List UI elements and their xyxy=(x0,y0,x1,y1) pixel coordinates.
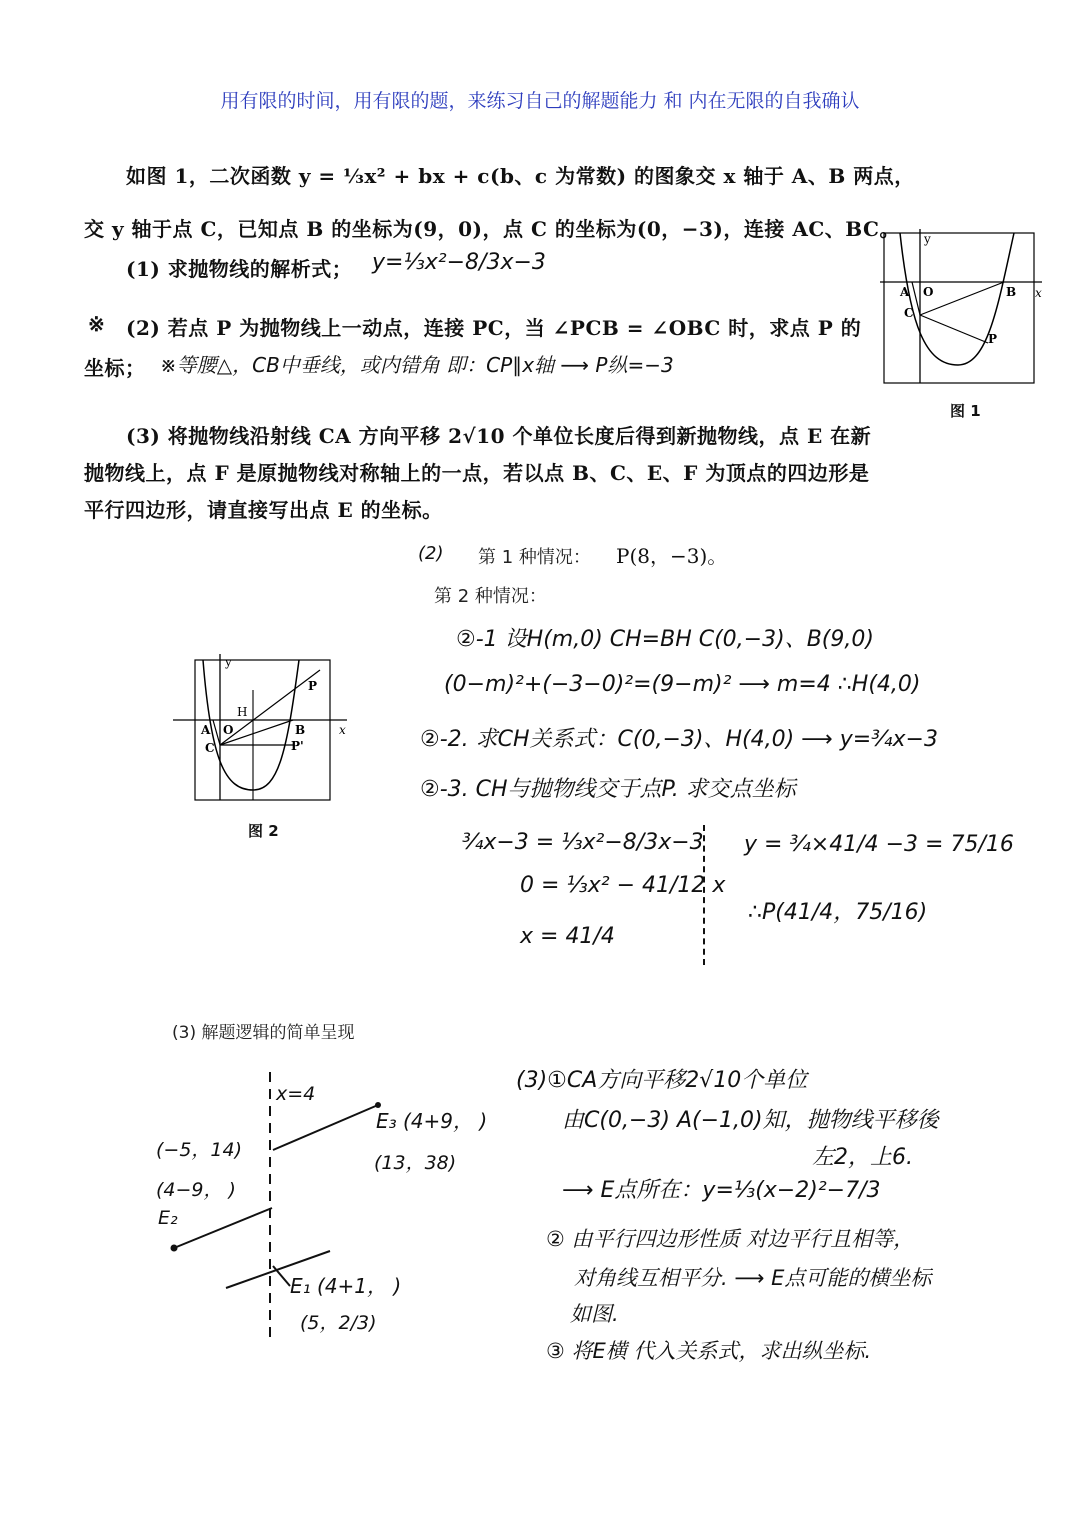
page-header: 用有限的时间，用有限的题，来练习自己的解题能力 和 内在无限的自我确认 xyxy=(220,90,860,112)
question-1-label: (1) 求抛物线的解析式； xyxy=(126,257,353,281)
question-2-note: ※等腰△，CB中垂线，或内错角 即：CP∥x轴 ⟶ P纵=−3 xyxy=(160,353,674,377)
figure-2-label-p: P xyxy=(308,679,318,693)
figure-1-label-o: O xyxy=(923,285,934,299)
solution-2-step-3: ②-3. CH与抛物线交于点P. 求交点坐标 xyxy=(420,777,796,802)
solution-3-e2-expr: (4−9， ) xyxy=(156,1179,236,1201)
solution-3-title: (3) 解题逻辑的简单呈现 xyxy=(172,1023,355,1043)
solution-3-e2: E₂ xyxy=(158,1207,178,1229)
solution-2-prefix: (2) xyxy=(418,543,444,564)
figure-2 xyxy=(165,650,365,810)
solution-2-divider xyxy=(703,825,705,965)
solution-2-eq-5: ∴P(41/4，75/16) xyxy=(748,900,928,925)
figure-2-label-x: x xyxy=(339,723,346,737)
question-3-line-2: 抛物线上，点 F 是原抛物线对称轴上的一点，若以点 B、C、E、F 为顶点的四边形是 xyxy=(84,461,870,485)
solution-3-segment-e2 xyxy=(174,1208,272,1248)
solution-2-eq-1: ¾x−3 = ⅓x²−8/3x−3 xyxy=(462,830,704,855)
solution-3-note-6: 对角线互相平分. ⟶ E点可能的横坐标 xyxy=(574,1266,932,1290)
figure-1 xyxy=(870,225,1060,425)
figure-2-label-h: H xyxy=(237,705,248,719)
solution-2-eq-3: x = 41/4 xyxy=(520,924,615,949)
solution-3-point-e2 xyxy=(171,1245,178,1252)
question-3-line-3: 平行四边形，请直接写出点 E 的坐标。 xyxy=(84,498,443,522)
solution-2-case-1-value: P(8，−3)。 xyxy=(616,544,728,568)
question-1-answer: y=⅓x²−8/3x−3 xyxy=(372,250,546,275)
solution-3-e2-value: (−5，14) xyxy=(156,1139,243,1161)
solution-3-segment-e3 xyxy=(273,1105,378,1150)
question-3-line-1: (3) 将抛物线沿射线 CA 方向平移 2√10 个单位长度后得到新抛物线，点 E 在新 xyxy=(126,424,872,448)
figure-1-segment-pc xyxy=(920,315,988,343)
solution-3-note-3: 左2，上6. xyxy=(812,1145,913,1170)
solution-3-note-7: 如图. xyxy=(570,1302,619,1326)
solution-3-e1: E₁ (4+1， ) xyxy=(290,1274,402,1298)
solution-3-note-8: ③ 将E横 代入关系式，求出纵坐标. xyxy=(546,1339,872,1363)
solution-2-case-1: 第 1 种情况： xyxy=(478,547,591,568)
figure-2-label-o: O xyxy=(223,723,234,737)
figure-2-label-c: C xyxy=(205,741,215,755)
question-2-line-2: 坐标； xyxy=(84,356,146,380)
figure-1-caption: 图 1 xyxy=(950,402,981,420)
solution-3-note-2: 由C(0,−3) A(−1,0)知，抛物线平移後 xyxy=(562,1108,939,1133)
figure-1-label-a: A xyxy=(900,285,910,299)
solution-3-note-1: (3)①CA方向平移2√10个单位 xyxy=(516,1068,808,1093)
figure-2-caption: 图 2 xyxy=(248,822,279,840)
solution-3-e3: E₃ (4+9， ) xyxy=(376,1109,488,1133)
figure-2-label-p-prime: P' xyxy=(291,739,304,753)
figure-1-label-b: B xyxy=(1006,285,1017,299)
figure-1-label-c: C xyxy=(904,306,914,320)
figure-2-label-a: A xyxy=(201,723,211,737)
figure-1-label-y: y xyxy=(924,232,931,246)
solution-3-note-4: ⟶ E点所在：y=⅓(x−2)²−7/3 xyxy=(562,1178,881,1203)
problem-line-1: 如图 1，二次函数 y = ⅓x² + bx + c(b、c 为常数) 的图象交 x 轴于 A、B 两点， xyxy=(126,164,915,188)
solution-2-case-2: 第 2 种情况： xyxy=(434,586,547,607)
solution-3-e1-value: (5，2/3) xyxy=(300,1312,377,1334)
solution-2-step-2: ②-2. 求CH关系式：C(0,−3)、H(4,0) ⟶ y=¾x−3 xyxy=(420,727,938,752)
figure-2-label-b: B xyxy=(295,723,306,737)
solution-3-e3-value: (13，38) xyxy=(374,1152,457,1174)
figure-2-label-y: y xyxy=(225,655,232,669)
problem-line-2: 交 y 轴于点 C，已知点 B 的坐标为(9，0)，点 C 的坐标为(0，−3)，连接 AC、BC。 xyxy=(84,217,900,241)
solution-2-step-1b: (0−m)²+(−3−0)²=(9−m)² ⟶ m=4 ∴H(4,0) xyxy=(444,672,921,697)
solution-3-note-5: ② 由平行四边形性质 对边平行且相等， xyxy=(546,1227,915,1251)
solution-2-eq-2: 0 = ⅓x² − 41/12 x xyxy=(520,873,726,898)
solution-2-step-1a: ②-1 设H(m,0) CH=BH C(0,−3)、B(9,0) xyxy=(456,627,874,652)
figure-2-parabola xyxy=(203,660,299,790)
figure-1-label-p: P xyxy=(988,332,998,346)
question-2-line-1: (2) 若点 P 为抛物线上一动点，连接 PC，当 ∠PCB = ∠OBC 时，求点 P 的 xyxy=(126,316,862,340)
figure-1-label-x: x xyxy=(1035,286,1042,300)
solution-3-axis-label: x=4 xyxy=(276,1083,316,1105)
question-2-star: ※ xyxy=(88,312,106,336)
solution-2-eq-4: y = ¾×41/4 −3 = 75/16 xyxy=(744,832,1014,857)
